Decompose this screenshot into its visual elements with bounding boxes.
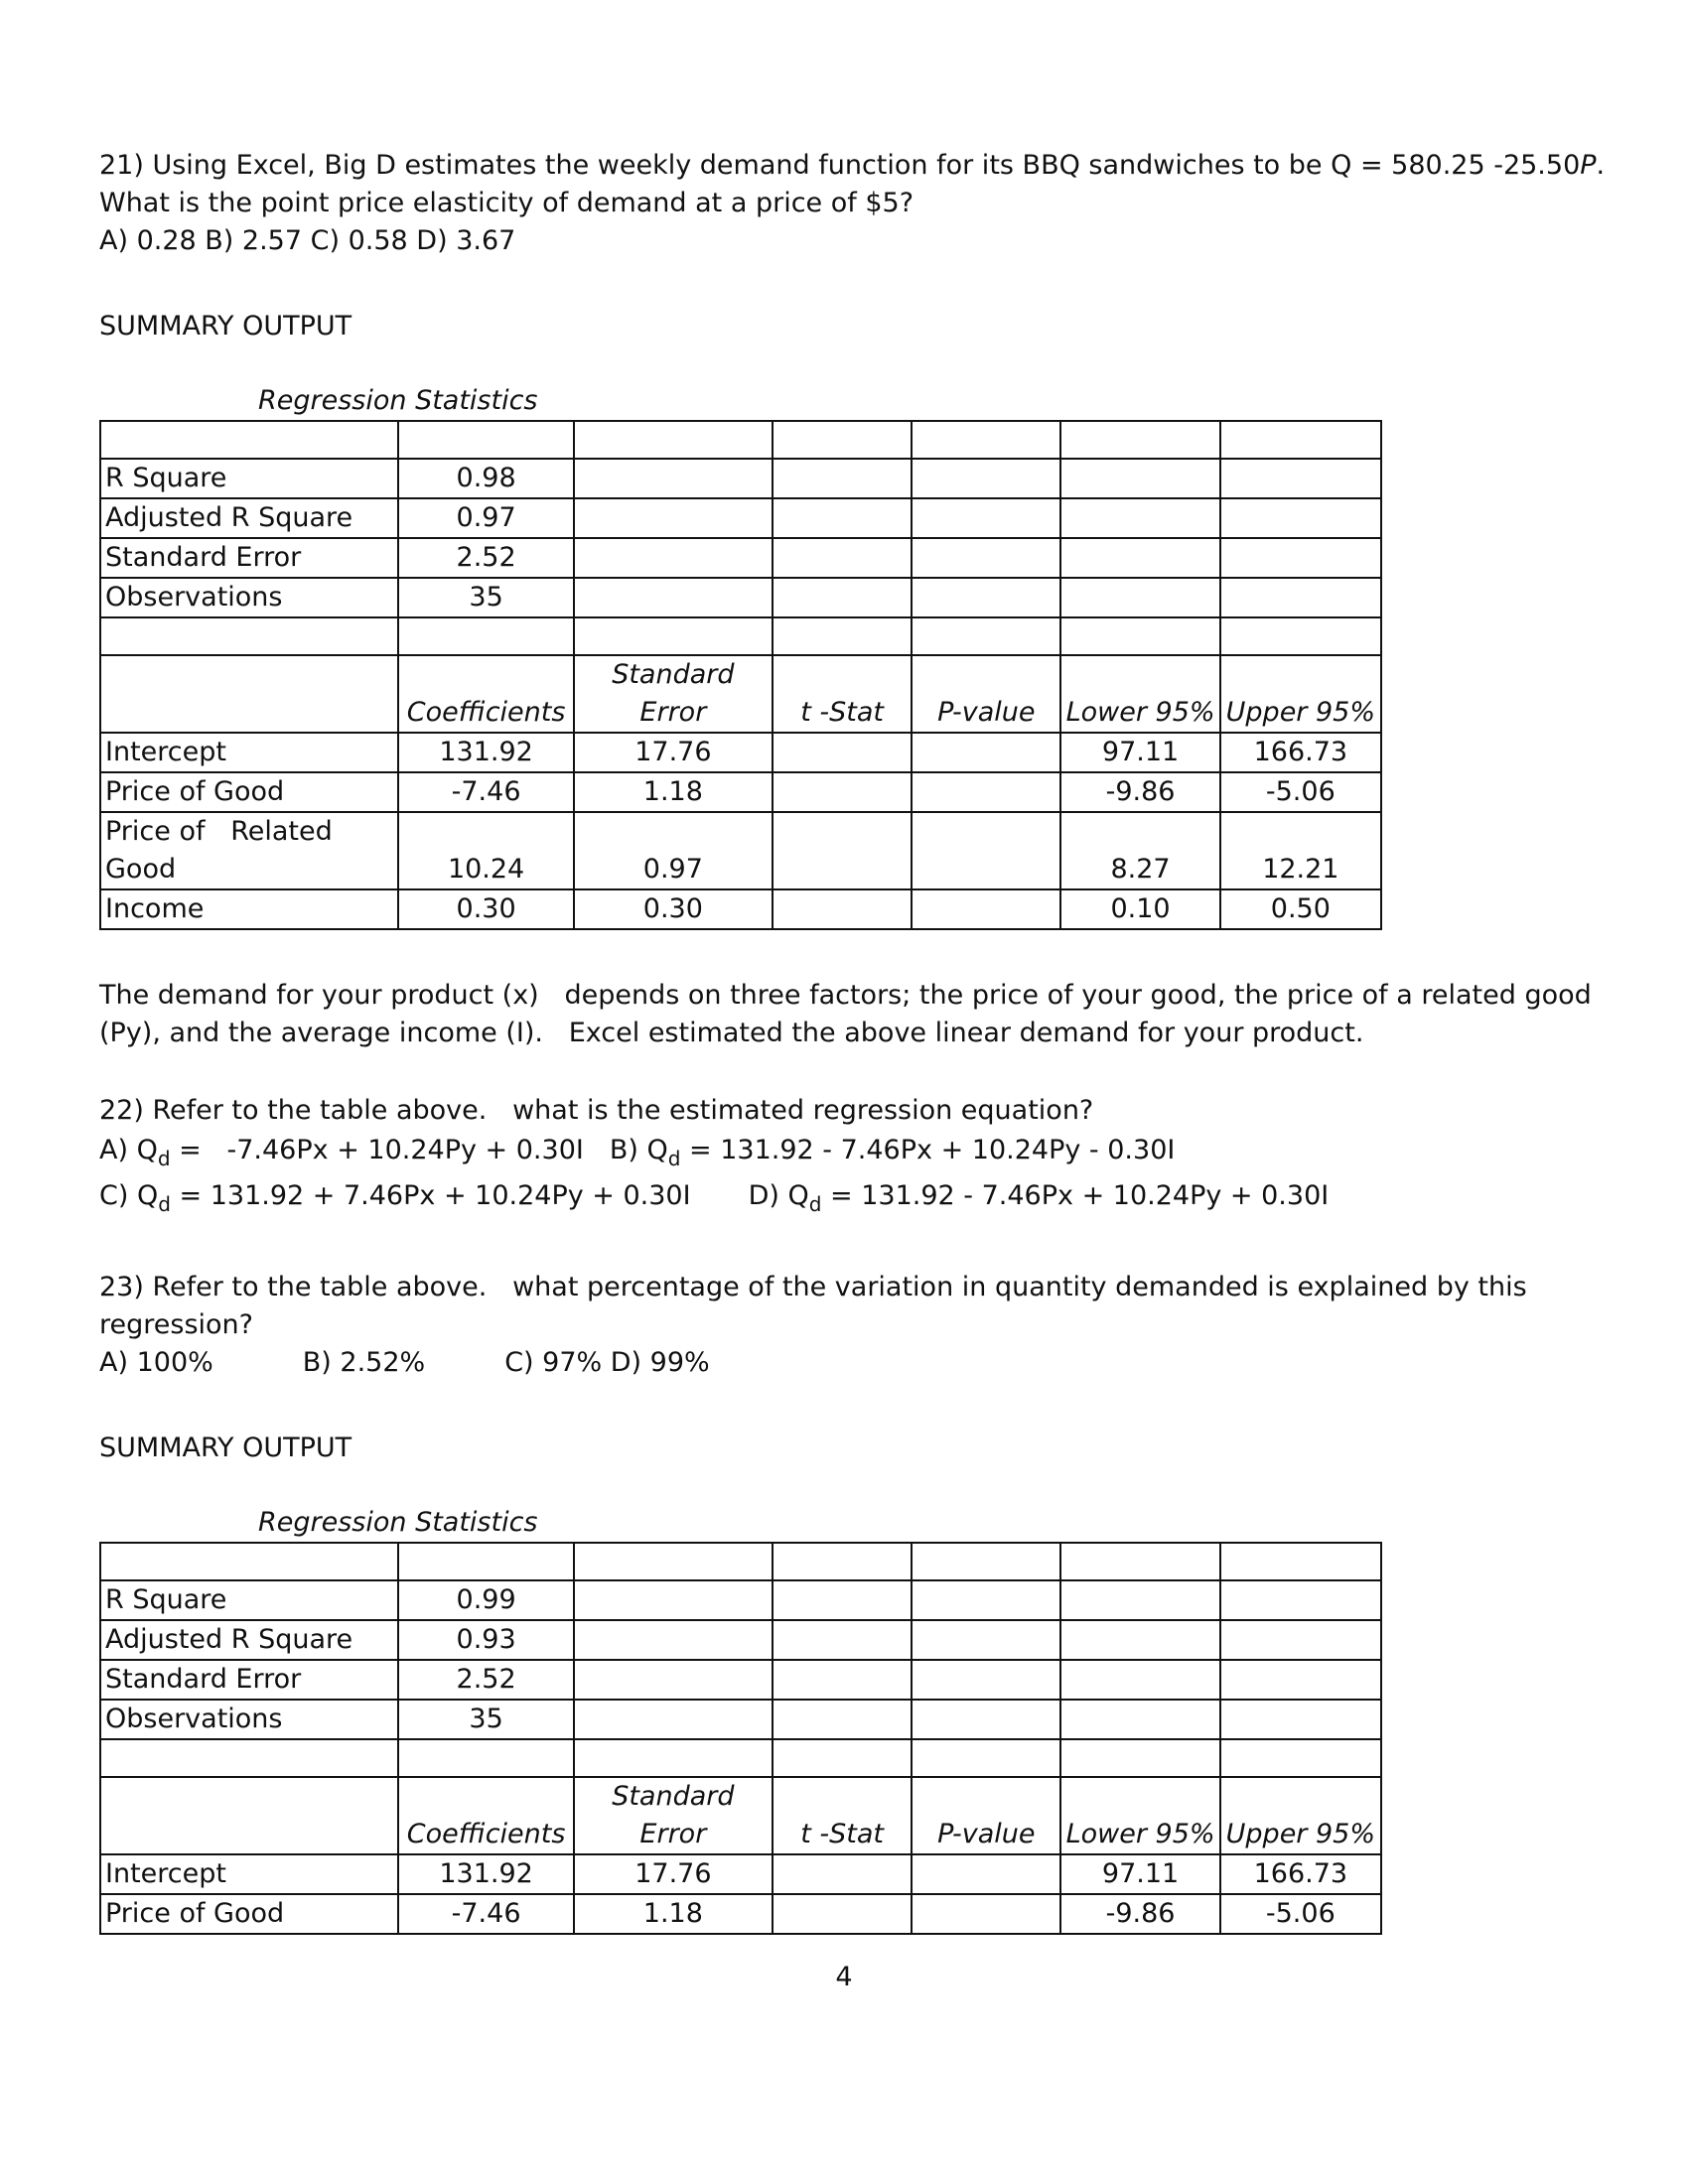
context-line2: (Py), and the average income (I). Excel estimated the above linear demand for your product.: [99, 1018, 1364, 1048]
q21-options: A) 0.28 B) 2.57 C) 0.58 D) 3.67: [99, 225, 516, 256]
context-line1: The demand for your product (x) depends on three factors; the price of your good, the price of a related good: [99, 980, 1592, 1011]
q22-options-ab: A) $Q_d = -7.46Px + 10.24Py + 0.30I$ B) $Q_d = 131.92 - 7.46Px + 10.24Py - 0.30I$: [99, 1135, 1176, 1170]
table-row: Adjusted R Square 0.97: [100, 498, 1381, 538]
table-header-row: Coefficients Standard Error t -Stat P-value Lower 95% Upper 95%: [100, 1777, 1381, 1854]
table-row: [100, 617, 1381, 655]
q22-options-cd: C) $Q_d = 131.92 + 7.46Px + 10.24Py + 0.30I$ D) $Q_d = 131.92 - 7.46Px + 10.24Py + 0.30I$: [99, 1180, 1330, 1216]
table-row: Intercept 131.92 17.76 97.11 166.73: [100, 1854, 1381, 1894]
table-row: Price of Good -7.46 1.18 -9.86 -5.06: [100, 1894, 1381, 1934]
table-row: Standard Error 2.52: [100, 1660, 1381, 1700]
q21-line1: 21) Using Excel, Big D estimates the weekly demand function for its BBQ sandwiches to be Q = 580.25 -25.50P.: [99, 150, 1606, 181]
table-row: Income 0.30 0.30 0.10 0.50: [100, 889, 1381, 929]
table-row: R Square 0.99: [100, 1580, 1381, 1620]
regression-table-1: [99, 420, 1382, 930]
table-row: Price of Related Good 10.24 0.97 8.27 12.21: [100, 812, 1381, 889]
table-row: R Square 0.98: [100, 459, 1381, 498]
summary1-caption: Regression Statistics: [258, 385, 538, 416]
table-row: Adjusted R Square 0.93: [100, 1620, 1381, 1660]
q21-line2: What is the point price elasticity of demand at a price of $5?: [99, 188, 914, 218]
table-header-row: Coefficients Standard Error t -Stat P-value Lower 95% Upper 95%: [100, 655, 1381, 733]
table-row: [100, 421, 1381, 459]
table-row: [100, 1739, 1381, 1777]
table-row: Intercept 131.92 17.76 97.11 166.73: [100, 733, 1381, 772]
summary2-heading: SUMMARY OUTPUT: [99, 1433, 352, 1463]
table-row: Observations 35: [100, 578, 1381, 617]
table-row: Price of Good -7.46 1.18 -9.86 -5.06: [100, 772, 1381, 812]
q23-line1: 23) Refer to the table above. what percentage of the variation in quantity demanded is explained by this: [99, 1272, 1527, 1302]
q23-options: A) 100% B) 2.52% C) 97% D) 99%: [99, 1347, 710, 1378]
table-row: Standard Error 2.52: [100, 538, 1381, 578]
q23-line2: regression?: [99, 1309, 253, 1340]
table-row: [100, 1543, 1381, 1580]
table-row: Observations 35: [100, 1700, 1381, 1739]
regression-table-2: [99, 1542, 1382, 1935]
summary2-caption: Regression Statistics: [258, 1507, 538, 1538]
page-number: 4: [835, 1962, 853, 1992]
q22-question: 22) Refer to the table above. what is the estimated regression equation?: [99, 1095, 1094, 1126]
summary1-heading: SUMMARY OUTPUT: [99, 311, 352, 341]
